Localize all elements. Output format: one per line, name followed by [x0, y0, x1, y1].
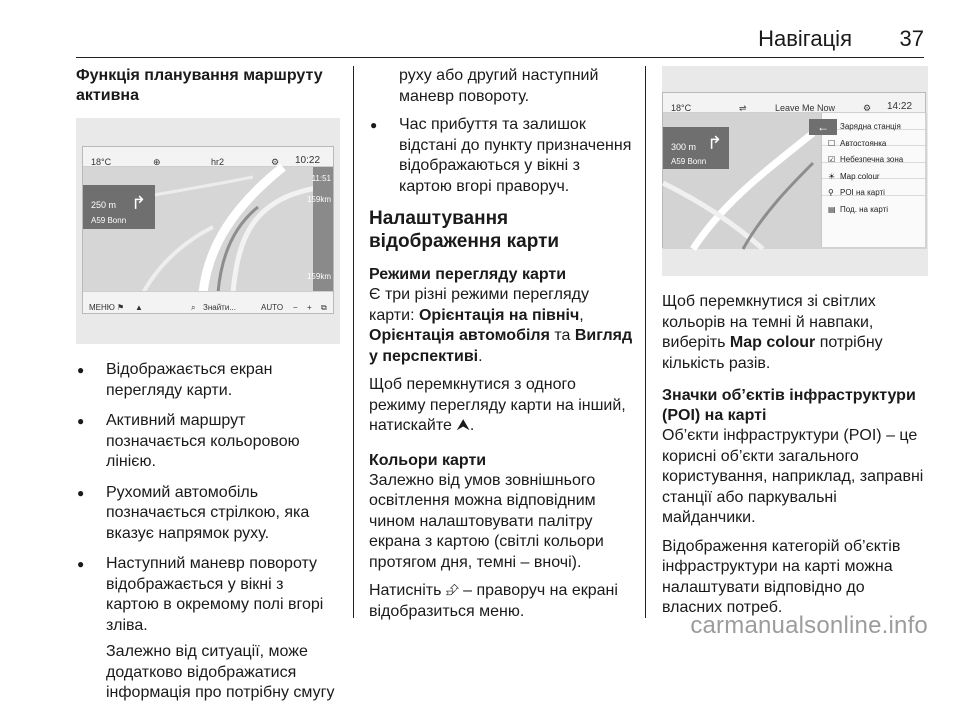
page-number: 37	[899, 26, 924, 51]
turn-right-arrow-icon: ↱	[707, 133, 723, 153]
feature-list	[76, 360, 340, 636]
poi-icon: ⚲	[828, 188, 834, 197]
remaining-distance: 159km	[306, 194, 331, 204]
paragraph: Щоб перемкнутися зі світлих кольорів на темні й навпаки, виберіть Map colour потрібну кількість разів.	[662, 293, 883, 372]
list-item: ● Наступний маневр повороту відображається у вікні з картою в окремому полі вгорі зліва.	[76, 554, 340, 636]
column-divider	[353, 66, 354, 618]
turn-road: A59 Bonn	[671, 157, 707, 166]
settings-icon: ⚙	[271, 157, 280, 167]
map-view[interactable]	[83, 167, 333, 291]
list-item: ● Відображається екран перегляду карти.	[76, 360, 340, 401]
column-3	[662, 66, 928, 627]
screenshot-map-menu	[662, 66, 928, 276]
map-options-icon[interactable]: ⧉	[321, 303, 327, 312]
turn-road: A59 Bonn	[91, 216, 127, 225]
gps-icon: ⊕	[153, 157, 161, 167]
screen-frame	[662, 92, 926, 248]
arrival-time: 11:51	[311, 174, 331, 183]
menu-item-charging[interactable]: Зарядна станція	[822, 113, 925, 130]
menu-item-events[interactable]: ▤ Под. на карті	[822, 196, 925, 213]
status-center: hr2	[211, 157, 225, 167]
paragraph: Натисніть ⮵ – праворуч на екрані відобразиться меню.	[369, 582, 618, 620]
next-turn-box	[663, 127, 729, 169]
clock: 10:22	[295, 155, 321, 166]
watermark: carmanualsonline.info	[690, 612, 928, 639]
list-item: ● Рухомий автомобіль позначається стрілкою, яка вказує напрямок руху.	[76, 483, 340, 545]
search-button[interactable]: Знайти...	[203, 303, 236, 312]
column-divider	[645, 66, 646, 618]
paragraph: Є три різні режими перегляду карти: Орієнтація на північ, Орієнтація автомобіля та Вигляд у перспективі.	[369, 286, 633, 365]
subsection-heading: Режими перегляду карти	[369, 266, 567, 283]
section-heading: Налаштування відображення карти	[369, 208, 560, 252]
menu-item-poi[interactable]: ⚲ POI на карті	[822, 179, 925, 196]
feature-list	[369, 115, 635, 197]
subsection-heading: Кольори карти	[369, 451, 487, 469]
temperature: 18°C	[91, 157, 112, 167]
usb-icon: ⇌	[739, 103, 747, 113]
chapter-title: Навігація	[758, 26, 852, 51]
paragraph: Об’єкти інфраструктури (POI) – це корисні об’єкти загального користування, наприклад, заправні станції або паркувальні майданчики.	[662, 427, 924, 526]
map-view-icon[interactable]: ▲	[135, 303, 143, 312]
status-bar	[83, 147, 333, 167]
header-rule	[76, 57, 924, 58]
turn-distance: 250 m	[91, 200, 117, 210]
menu-item-parking[interactable]: ☐ Автостоянка	[822, 130, 925, 147]
bottom-bar	[83, 291, 333, 313]
list-continuation: руху або другий наступний маневр повороту.	[399, 67, 599, 105]
status-center: Leave Me Now	[775, 103, 836, 113]
settings-icon: ⚙	[863, 103, 872, 113]
remaining-distance-bottom: 159km	[306, 271, 331, 281]
turn-distance: 300 m	[671, 142, 697, 152]
paragraph: Відображення категорій об’єктів інфраструктури на карті можна налаштувати відповідно до власних потреб.	[662, 537, 901, 616]
next-turn-box	[83, 185, 155, 229]
page-header	[0, 0, 960, 58]
screenshot-route-active	[76, 118, 340, 344]
menu-item-map-colour[interactable]: ☀ Map colour	[822, 163, 925, 180]
screen-frame	[82, 146, 334, 314]
temperature: 18°C	[671, 103, 692, 113]
list-item: ● Час прибуття та залишок відстані до пункту призначення відображаються у вікні з картою вгорі праворуч.	[369, 115, 635, 197]
flag-icon[interactable]: ⚑	[117, 303, 125, 312]
turn-right-arrow-icon: ↱	[131, 193, 147, 213]
auto-zoom-button[interactable]: AUTO	[261, 303, 284, 312]
list-continuation: Залежно від ситуації, може додатково відображатися інформація про потрібну смугу	[106, 643, 335, 701]
clock: 14:22	[887, 101, 913, 112]
column-2	[369, 66, 635, 630]
back-arrow-icon[interactable]: ←	[809, 119, 837, 135]
subsection-heading: Значки об’єктів інфраструктури (POI) на карті	[662, 387, 916, 424]
mode-perspective: Вигляд у перспективі	[369, 327, 633, 365]
arrival-info	[307, 169, 331, 210]
column-1	[76, 66, 340, 712]
zoom-in-icon[interactable]: +	[307, 303, 312, 312]
paragraph: Щоб перемкнутися з одного режиму перегляду карти на інший, натискайте ⮝.	[369, 376, 626, 434]
search-icon[interactable]: ⌕	[191, 303, 196, 312]
checkbox-checked-icon: ☑	[828, 155, 836, 164]
status-bar	[663, 93, 925, 113]
paragraph: Залежно від умов зовнішнього освітлення можна відповідним чином налаштовувати палітру екрана з картою (світлі кольори протягом дня, темні – вночі).	[369, 471, 604, 571]
list-item: ● Активний маршрут позначається кольоровою лінією.	[76, 411, 340, 473]
mode-north-up: Орієнтація на північ	[418, 306, 580, 324]
events-icon: ▤	[828, 204, 836, 214]
sun-icon: ☀	[828, 171, 836, 181]
map-colour-label: Map colour	[729, 334, 816, 351]
mode-heading-up: Орієнтація автомобіля	[369, 327, 550, 344]
checkbox-icon: ☐	[828, 138, 836, 148]
menu-button[interactable]: МЕНЮ	[89, 303, 115, 312]
section-heading: Функція планування маршруту активна	[76, 67, 323, 104]
menu-item-danger-zone[interactable]: ☑ Небезпечна зона	[822, 146, 925, 163]
zoom-out-icon[interactable]: −	[293, 303, 298, 312]
